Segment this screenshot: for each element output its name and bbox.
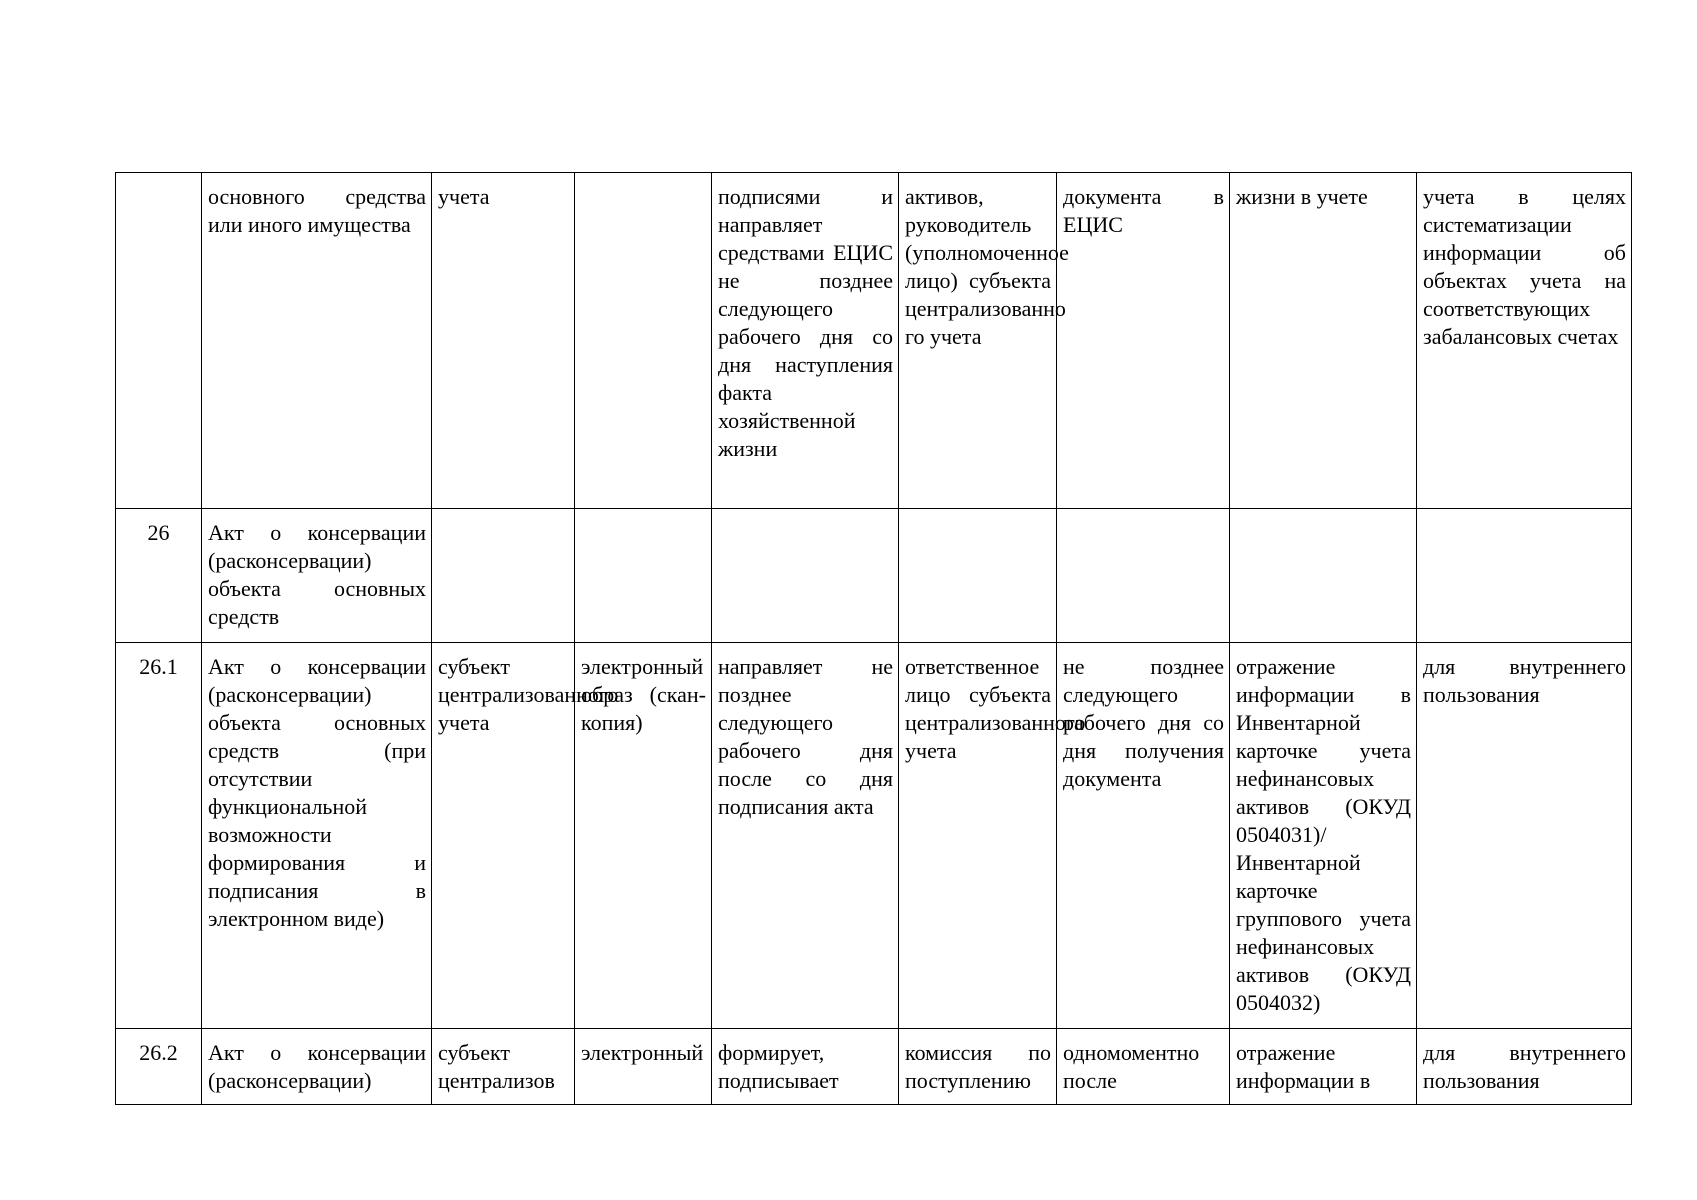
- responsible-cell: активов, руководитель (уполномоченное лицо) субъекта централизованно го учета: [899, 173, 1057, 509]
- accounting-cell: жизни в учете: [1230, 173, 1417, 509]
- row-number-cell: 26.2: [116, 1029, 202, 1105]
- row-number-cell: 26: [116, 509, 202, 643]
- procedure-cell: формирует, подписывает: [712, 1029, 899, 1105]
- document-name-cell: основного средства или иного имущества: [202, 173, 432, 509]
- responsible-cell: [899, 509, 1057, 643]
- document-name-cell: Акт о консервации (расконсервации) объекта основных средств: [202, 509, 432, 643]
- row-number-cell: [116, 173, 202, 509]
- creator-cell: субъект централизов: [432, 1029, 575, 1105]
- table-row: [116, 643, 1632, 1029]
- deadline-cell: не позднее следующего рабочего дня со дня получения документа: [1057, 643, 1230, 1029]
- form-cell: электронный образ (скан-копия): [575, 643, 712, 1029]
- creator-cell: субъект централизованного учета: [432, 643, 575, 1029]
- creator-cell: [432, 509, 575, 643]
- deadline-cell: одномоментно после: [1057, 1029, 1230, 1105]
- form-cell: электронный: [575, 1029, 712, 1105]
- form-cell: [575, 509, 712, 643]
- accounting-cell: [1230, 509, 1417, 643]
- responsible-cell: ответственное лицо субъекта централизованного учета: [899, 643, 1057, 1029]
- purpose-cell: учета в целях систематизации информации об объектах учета на соответствующих забалансовых счетах: [1417, 173, 1632, 509]
- document-name-cell: Акт о консервации (расконсервации): [202, 1029, 432, 1105]
- responsible-cell: комиссия по поступлению: [899, 1029, 1057, 1105]
- accounting-cell: отражение информации в Инвентарной карточке учета нефинансовых активов (ОКУД 0504031)/Инвентарной карточке группового учета нефинансовых активов (ОКУД 0504032): [1230, 643, 1417, 1029]
- purpose-cell: [1417, 509, 1632, 643]
- table-row: [116, 509, 1632, 643]
- document-table: [115, 172, 1632, 1105]
- accounting-cell: отражение информации в: [1230, 1029, 1417, 1105]
- form-cell: [575, 173, 712, 509]
- procedure-cell: направляет не позднее следующего рабочего дня после со дня подписания акта: [712, 643, 899, 1029]
- purpose-cell: для внутреннего пользования: [1417, 643, 1632, 1029]
- table-row: [116, 1029, 1632, 1105]
- document-name-cell: Акт о консервации (расконсервации) объекта основных средств (при отсутствии функциональной возможности формирования и подписания в электронном виде): [202, 643, 432, 1029]
- creator-cell: учета: [432, 173, 575, 509]
- deadline-cell: [1057, 509, 1230, 643]
- purpose-cell: для внутреннего пользования: [1417, 1029, 1632, 1105]
- table-row: [116, 173, 1632, 509]
- procedure-cell: [712, 509, 899, 643]
- procedure-cell: подписями и направляет средствами ЕЦИС не позднее следующего рабочего дня со дня наступления факта хозяйственной жизни: [712, 173, 899, 509]
- deadline-cell: документа в ЕЦИС: [1057, 173, 1230, 509]
- row-number-cell: 26.1: [116, 643, 202, 1029]
